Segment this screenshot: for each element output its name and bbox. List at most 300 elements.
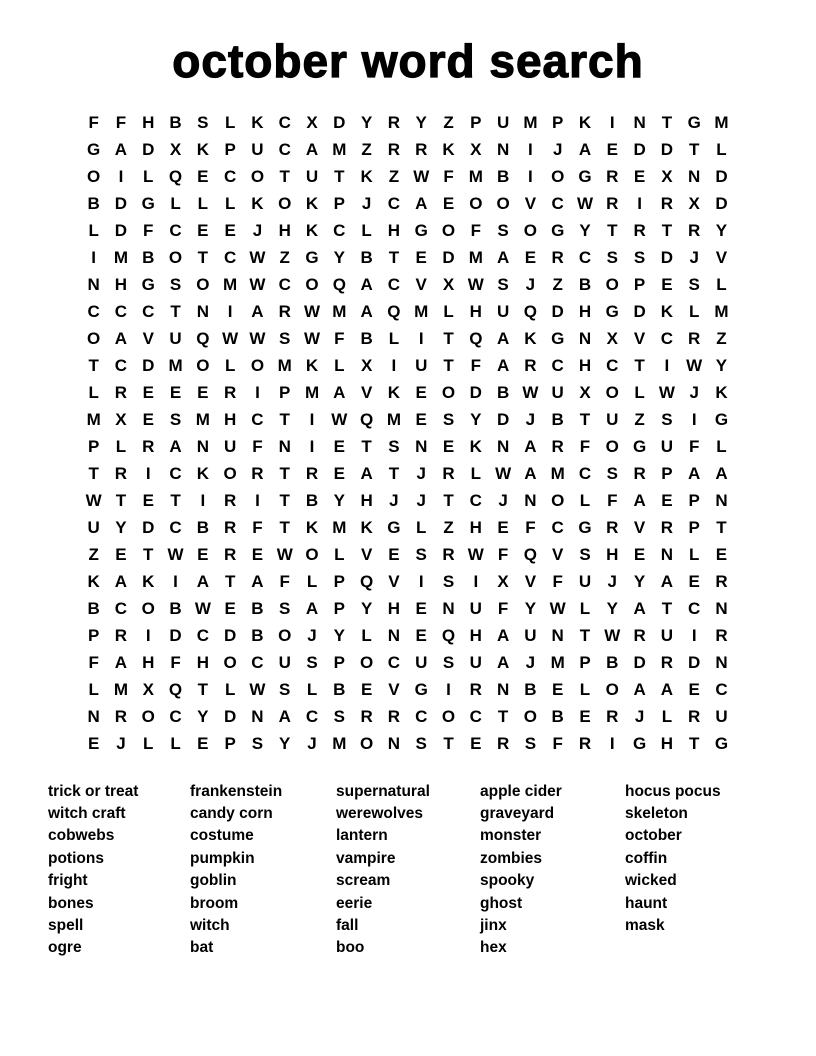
word-list-item: witch xyxy=(190,917,230,935)
grid-letter: C xyxy=(169,706,182,726)
grid-letter: J xyxy=(252,220,263,240)
grid-letter: O xyxy=(360,733,374,753)
grid-letter: Z xyxy=(361,139,372,159)
word-list-item: goblin xyxy=(190,872,237,890)
grid-letter: O xyxy=(250,166,265,186)
grid-letter: E xyxy=(142,409,154,429)
grid-letter: I xyxy=(691,409,697,429)
grid-letter: B xyxy=(169,598,182,618)
grid-letter: I xyxy=(145,463,151,483)
grid-letter: U xyxy=(496,112,510,132)
grid-letter: L xyxy=(334,544,345,564)
grid-letter: F xyxy=(497,598,509,618)
grid-letter: O xyxy=(551,490,565,510)
grid-letter: C xyxy=(660,328,674,348)
word-list-item: eerie xyxy=(336,894,373,912)
grid-letter: M xyxy=(113,679,129,699)
word-list-item: frankenstein xyxy=(190,782,283,800)
grid-letter: I xyxy=(227,301,233,321)
word-list-item: fall xyxy=(336,917,359,935)
grid-letter: W xyxy=(658,382,675,402)
grid-letter: A xyxy=(633,598,646,618)
grid-letter: M xyxy=(304,382,320,402)
grid-letter: D xyxy=(715,166,728,186)
grid-letter: V xyxy=(552,544,564,564)
grid-letter: G xyxy=(714,409,729,429)
grid-letter: C xyxy=(469,706,482,726)
word-list-item: hex xyxy=(480,939,507,957)
grid-letter: Q xyxy=(469,328,483,348)
grid-letter: F xyxy=(143,220,154,240)
grid-letter: C xyxy=(551,355,564,375)
grid-letter: T xyxy=(115,490,127,510)
grid-letter: W xyxy=(249,247,266,267)
grid-letter: R xyxy=(114,625,128,645)
grid-letter: Q xyxy=(168,166,183,186)
grid-letter: U xyxy=(223,436,237,456)
grid-letter: Z xyxy=(552,274,563,294)
grid-letter: T xyxy=(197,679,209,699)
grid-letter: L xyxy=(579,490,591,510)
grid-letter: D xyxy=(469,382,482,402)
grid-letter: V xyxy=(633,517,646,537)
word-list-item: apple cider xyxy=(480,782,562,800)
grid-letter: Y xyxy=(470,409,482,429)
grid-letter: B xyxy=(551,706,564,726)
grid-letter: B xyxy=(360,247,373,267)
grid-letter: K xyxy=(87,571,100,591)
grid-letter: Y xyxy=(524,598,537,618)
grid-letter: L xyxy=(361,625,372,645)
grid-letter: R xyxy=(715,625,728,645)
grid-letter: L xyxy=(334,355,345,375)
grid-letter: A xyxy=(633,490,646,510)
grid-letter: W xyxy=(413,166,430,186)
grid-letter: O xyxy=(305,274,319,294)
grid-letter: Q xyxy=(523,301,538,321)
grid-letter: T xyxy=(224,571,236,591)
grid-letter: C xyxy=(278,139,291,159)
grid-letter: C xyxy=(114,301,128,321)
grid-letter: X xyxy=(661,166,673,186)
grid-letter: E xyxy=(415,598,427,618)
grid-letter: C xyxy=(551,517,564,537)
grid-letter: G xyxy=(687,112,701,132)
grid-letter: R xyxy=(387,706,401,726)
grid-letter: T xyxy=(170,301,181,321)
word-list-item: ghost xyxy=(480,894,523,912)
grid-letter: O xyxy=(196,274,210,294)
grid-letter: C xyxy=(551,193,564,213)
grid-letter: T xyxy=(279,490,290,510)
grid-letter: L xyxy=(224,355,236,375)
grid-letter: U xyxy=(169,328,182,348)
grid-letter: S xyxy=(306,652,318,672)
word-list-item: spell xyxy=(48,917,84,935)
grid-letter: P xyxy=(688,490,700,510)
grid-letter: U xyxy=(469,598,482,618)
grid-letter: S xyxy=(388,436,400,456)
grid-letter: M xyxy=(332,301,347,321)
grid-letter: C xyxy=(415,706,428,726)
grid-letter: V xyxy=(415,274,427,294)
grid-letter: S xyxy=(442,652,455,672)
grid-letter: W xyxy=(576,193,594,213)
grid-letter: W xyxy=(549,598,566,618)
grid-letter: H xyxy=(142,652,155,672)
word-list xyxy=(48,781,816,960)
grid-letter: D xyxy=(715,193,728,213)
grid-letter: L xyxy=(143,166,154,186)
grid-letter: C xyxy=(169,463,182,483)
grid-letter: E xyxy=(442,193,455,213)
grid-letter: I xyxy=(664,355,670,375)
grid-letter: H xyxy=(360,490,373,510)
grid-letter: G xyxy=(414,220,428,240)
grid-letter: V xyxy=(633,328,646,348)
grid-letter: A xyxy=(360,274,373,294)
grid-letter: T xyxy=(197,247,209,267)
page-title: october word search xyxy=(172,35,644,87)
grid-letter: L xyxy=(579,598,591,618)
grid-letter: E xyxy=(224,598,236,618)
grid-letter: Y xyxy=(715,220,728,240)
word-list-item: haunt xyxy=(625,894,668,912)
grid-letter: S xyxy=(197,112,209,132)
grid-letter: J xyxy=(689,247,699,267)
grid-letter: Z xyxy=(388,166,400,186)
grid-letter: P xyxy=(633,274,646,294)
grid-letter: W xyxy=(686,355,703,375)
grid-letter: K xyxy=(305,355,319,375)
grid-letter: L xyxy=(306,679,318,699)
grid-letter: K xyxy=(469,436,482,456)
grid-letter: W xyxy=(194,598,211,618)
word-list-item: ogre xyxy=(48,939,82,957)
grid-letter: E xyxy=(552,679,564,699)
grid-letter: M xyxy=(714,301,729,321)
grid-letter: N xyxy=(87,706,100,726)
grid-letter: H xyxy=(469,517,482,537)
grid-letter: G xyxy=(305,247,319,267)
grid-letter: E xyxy=(415,247,427,267)
grid-letter: B xyxy=(251,625,264,645)
grid-letter: Q xyxy=(196,328,210,348)
grid-letter: O xyxy=(87,328,101,348)
grid-letter: L xyxy=(634,382,645,402)
grid-letter: O xyxy=(605,382,619,402)
grid-letter: F xyxy=(443,166,454,186)
grid-letter: S xyxy=(661,409,673,429)
grid-letter: A xyxy=(660,679,674,699)
grid-letter: P xyxy=(87,625,100,645)
grid-letter: A xyxy=(360,301,373,321)
grid-letter: E xyxy=(688,571,700,591)
grid-letter: O xyxy=(141,598,155,618)
grid-letter: L xyxy=(143,733,154,753)
grid-letter: L xyxy=(170,193,181,213)
grid-letter: E xyxy=(142,490,154,510)
grid-letter: T xyxy=(279,166,290,186)
word-list-item: bat xyxy=(190,939,214,957)
grid-letter: N xyxy=(578,328,592,348)
grid-letter: C xyxy=(715,679,728,699)
grid-letter: B xyxy=(87,598,100,618)
grid-letter: R xyxy=(278,301,291,321)
grid-letter: B xyxy=(305,490,319,510)
grid-letter: S xyxy=(633,247,646,267)
grid-letter: F xyxy=(279,571,290,591)
word-list-item: october xyxy=(625,827,682,845)
grid-letter: T xyxy=(688,733,700,753)
grid-letter: W xyxy=(222,328,239,348)
grid-letter: L xyxy=(115,436,127,456)
grid-letter: G xyxy=(141,193,155,213)
grid-letter: S xyxy=(442,409,455,429)
grid-letter: F xyxy=(607,490,618,510)
grid-letter: O xyxy=(196,355,210,375)
grid-letter: T xyxy=(88,463,99,483)
grid-letter: J xyxy=(307,733,317,753)
grid-letter: U xyxy=(660,436,674,456)
word-list-item: werewolves xyxy=(336,805,424,822)
grid-letter: A xyxy=(660,571,674,591)
word-list-item: monster xyxy=(480,827,542,845)
word-list-column xyxy=(48,781,190,960)
grid-letter: H xyxy=(660,733,674,753)
grid-letter: L xyxy=(661,706,673,726)
word-list-item: candy corn xyxy=(190,805,273,822)
grid-letter: U xyxy=(469,652,482,672)
grid-letter: W xyxy=(249,679,266,699)
grid-letter: L xyxy=(388,328,400,348)
grid-letter: N xyxy=(87,274,100,294)
grid-letter: Y xyxy=(579,220,591,240)
grid-letter: N xyxy=(496,139,510,159)
grid-letter: P xyxy=(688,517,700,537)
grid-letter: L xyxy=(170,733,181,753)
grid-letter: A xyxy=(251,301,264,321)
grid-letter: Z xyxy=(716,328,727,348)
grid-letter: Q xyxy=(360,409,374,429)
word-list-column xyxy=(625,781,721,960)
grid-letter: Q xyxy=(441,625,456,645)
grid-letter: T xyxy=(443,328,454,348)
grid-letter: W xyxy=(331,409,348,429)
word-list-item: hocus pocus xyxy=(625,782,721,800)
grid-letter: J xyxy=(116,733,126,753)
grid-letter: A xyxy=(360,463,373,483)
grid-letter: O xyxy=(496,193,510,213)
grid-letter: U xyxy=(305,166,319,186)
grid-letter: I xyxy=(609,112,615,132)
grid-letter: S xyxy=(579,544,591,564)
grid-letter: M xyxy=(277,355,292,375)
grid-letter: W xyxy=(467,544,484,564)
grid-letter: E xyxy=(633,544,646,564)
grid-letter: J xyxy=(389,490,399,510)
grid-letter: R xyxy=(305,463,319,483)
grid-letter: C xyxy=(333,220,346,240)
grid-letter: B xyxy=(496,166,510,186)
grid-letter: A xyxy=(114,328,128,348)
grid-letter: A xyxy=(114,652,128,672)
word-list-item: mask xyxy=(625,917,665,935)
grid-letter: O xyxy=(168,247,183,267)
grid-letter: C xyxy=(169,220,182,240)
grid-letter: E xyxy=(388,544,400,564)
grid-letter: F xyxy=(252,436,263,456)
grid-letter: S xyxy=(442,571,455,591)
grid-letter: T xyxy=(279,517,290,537)
grid-letter: R xyxy=(415,139,428,159)
grid-letter: N xyxy=(524,490,537,510)
grid-letter: U xyxy=(524,625,537,645)
grid-letter: L xyxy=(88,679,99,699)
grid-letter: E xyxy=(333,463,345,483)
grid-letter: C xyxy=(223,247,237,267)
word-list-item: potions xyxy=(48,849,104,867)
grid-letter: W xyxy=(495,463,512,483)
grid-letter: K xyxy=(305,193,319,213)
grid-letter: R xyxy=(578,733,592,753)
grid-letter: F xyxy=(497,544,509,564)
grid-letter: T xyxy=(607,220,618,240)
grid-letter: N xyxy=(660,544,674,564)
grid-letter: A xyxy=(333,382,346,402)
grid-letter: Y xyxy=(633,571,646,591)
word-list-item: scream xyxy=(336,872,391,890)
grid-letter: D xyxy=(142,355,155,375)
grid-letter: E xyxy=(87,733,100,753)
grid-letter: B xyxy=(333,679,346,699)
grid-letter: U xyxy=(606,409,619,429)
grid-letter: J xyxy=(525,274,536,294)
grid-letter: I xyxy=(418,328,424,348)
grid-letter: T xyxy=(334,166,345,186)
grid-letter: I xyxy=(91,247,97,267)
grid-letter: G xyxy=(578,166,592,186)
grid-letter: J xyxy=(634,706,645,726)
grid-letter: T xyxy=(661,112,673,132)
grid-letter: E xyxy=(606,139,618,159)
grid-letter: Q xyxy=(387,301,401,321)
grid-letter: X xyxy=(115,409,127,429)
word-list-item: trick or treat xyxy=(48,782,139,800)
word-list-item: fright xyxy=(48,872,88,890)
grid-letter: S xyxy=(497,274,509,294)
grid-letter: K xyxy=(142,571,155,591)
word-list-item: lantern xyxy=(336,827,388,845)
grid-letter: B xyxy=(524,679,537,699)
grid-letter: K xyxy=(524,328,537,348)
grid-letter: T xyxy=(279,409,290,429)
grid-letter: K xyxy=(660,301,674,321)
grid-letter: M xyxy=(714,112,729,132)
grid-letter: E xyxy=(224,220,236,240)
grid-letter: I xyxy=(309,436,315,456)
grid-letter: R xyxy=(633,220,646,240)
grid-letter: G xyxy=(141,274,155,294)
grid-letter: A xyxy=(278,706,291,726)
grid-letter: O xyxy=(223,652,237,672)
grid-letter: N xyxy=(496,436,510,456)
grid-letter: I xyxy=(391,355,397,375)
grid-letter: R xyxy=(633,463,646,483)
grid-letter: S xyxy=(333,706,345,726)
grid-letter: S xyxy=(606,247,618,267)
grid-letter: O xyxy=(87,166,101,186)
grid-letter: L xyxy=(579,679,591,699)
grid-letter: D xyxy=(633,652,646,672)
grid-letter: X xyxy=(688,193,700,213)
grid-letter: P xyxy=(333,571,345,591)
word-list-item: bones xyxy=(48,894,94,912)
grid-letter: O xyxy=(469,193,483,213)
grid-letter: E xyxy=(169,382,182,402)
grid-letter: D xyxy=(660,247,674,267)
grid-letter: T xyxy=(688,139,700,159)
grid-letter: R xyxy=(251,463,264,483)
grid-letter: G xyxy=(605,301,619,321)
grid-letter: R xyxy=(551,436,564,456)
grid-letter: A xyxy=(496,247,510,267)
word-list-item: supernatural xyxy=(336,782,430,800)
grid-letter: R xyxy=(551,247,564,267)
grid-letter: Y xyxy=(360,112,373,132)
grid-letter: E xyxy=(197,220,209,240)
grid-letter: R xyxy=(524,355,537,375)
grid-letter: T xyxy=(661,598,673,618)
grid-letter: T xyxy=(388,463,400,483)
grid-letter: U xyxy=(251,139,264,159)
grid-letter: X xyxy=(470,139,482,159)
grid-letter: C xyxy=(223,166,237,186)
grid-letter: I xyxy=(200,490,206,510)
grid-letter: K xyxy=(251,193,264,213)
grid-letter: P xyxy=(333,652,345,672)
grid-letter: D xyxy=(633,139,646,159)
grid-letter: A xyxy=(415,193,428,213)
grid-letter: D xyxy=(142,517,155,537)
grid-letter: R xyxy=(387,112,401,132)
grid-letter: E xyxy=(197,382,209,402)
grid-letter: T xyxy=(170,490,181,510)
grid-letter: N xyxy=(387,733,401,753)
grid-letter: J xyxy=(525,652,536,672)
grid-letter: U xyxy=(278,652,291,672)
grid-letter: P xyxy=(224,139,236,159)
grid-letter: W xyxy=(85,490,102,510)
grid-letter: H xyxy=(223,409,237,429)
grid-letter: A xyxy=(196,571,209,591)
grid-letter: H xyxy=(387,598,401,618)
grid-letter: C xyxy=(469,490,482,510)
grid-letter: E xyxy=(442,436,455,456)
grid-letter: T xyxy=(497,706,509,726)
grid-letter: X xyxy=(142,679,154,699)
grid-letter: W xyxy=(522,382,539,402)
grid-letter: E xyxy=(197,544,209,564)
grid-letter: R xyxy=(442,544,455,564)
grid-letter: C xyxy=(387,274,401,294)
grid-letter: R xyxy=(469,679,482,699)
grid-letter: H xyxy=(578,301,592,321)
grid-letter: O xyxy=(605,436,619,456)
grid-letter: L xyxy=(224,679,236,699)
grid-letter: N xyxy=(251,706,264,726)
grid-letter: O xyxy=(278,193,292,213)
